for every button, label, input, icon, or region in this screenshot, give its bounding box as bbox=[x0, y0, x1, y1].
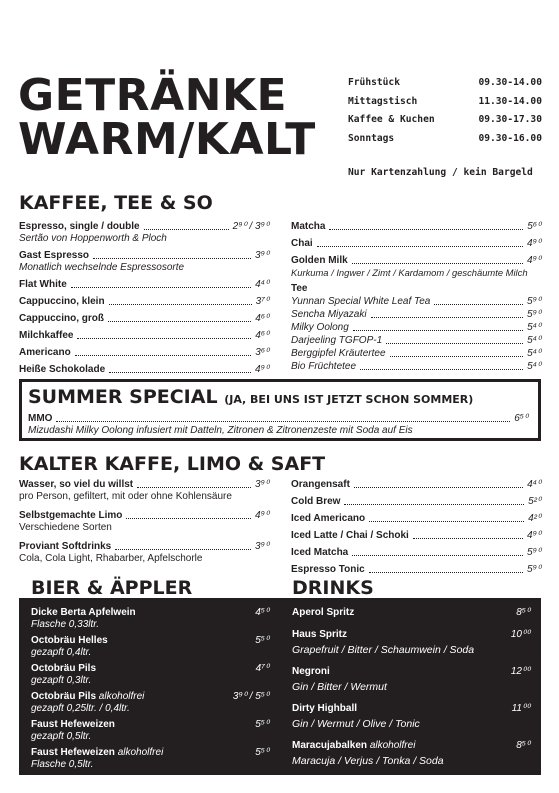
tea-item: Sencha Miyazaki 5⁹⁰ bbox=[291, 309, 541, 320]
hours-row: Mittagstisch 11.30-14.00 bbox=[348, 95, 542, 107]
item-description: Gin / Wermut / Olive / Tonic bbox=[292, 718, 420, 730]
menu-item: Dirty Highball 11⁰⁰ bbox=[292, 703, 530, 714]
summer-special-box bbox=[19, 379, 541, 441]
menu-item: Faust Hefeweizen 5⁵⁰ bbox=[31, 719, 269, 730]
menu-item: Milchkaffee 4⁶⁰ bbox=[19, 330, 269, 341]
section-heading-drinks: DRINKS bbox=[292, 577, 374, 599]
menu-item: Orangensaft 4⁴⁰ bbox=[291, 479, 541, 490]
menu-item: Proviant Softdrinks 3⁹⁰ bbox=[19, 541, 269, 552]
title-line-1: GETRÄNKE bbox=[18, 70, 288, 121]
kaffee-right-column bbox=[291, 220, 541, 373]
item-note: alkoholfrei bbox=[369, 740, 416, 751]
menu-item: Haus Spritz 10⁰⁰ bbox=[292, 629, 530, 640]
item-description: gezapft 0,5ltr. bbox=[31, 731, 92, 742]
menu-item: Dicke Berta Apfelwein 4⁵⁰ bbox=[31, 607, 269, 618]
item-description: Cola, Cola Light, Rhabarber, Apfelschorle bbox=[19, 553, 203, 564]
item-note: alkoholfrei bbox=[117, 747, 164, 758]
hours-row: Frühstück 09.30-14.00 bbox=[348, 77, 542, 88]
hours-row: Kaffee & Kuchen 09.30-17.30 bbox=[348, 114, 542, 125]
tea-item: Berggipfel Kräutertee 5⁴⁰ bbox=[291, 348, 541, 359]
item-description: Kurkuma / Ingwer / Zimt / Kardamom / geschäumte Milch bbox=[291, 267, 528, 278]
item-description: pro Person, gefiltert, mit oder ohne Kohlensäure bbox=[19, 491, 232, 502]
bier-column bbox=[31, 606, 269, 771]
item-description: gezapft 0,4ltr. bbox=[31, 647, 92, 658]
item-description: Flasche 0,33ltr. bbox=[31, 619, 99, 630]
menu-item: Maracujabalken alkoholfrei 8⁵⁰ bbox=[292, 740, 530, 751]
item-description: Sertão von Hoppenworth & Ploch bbox=[19, 233, 167, 244]
item-description: Grapefruit / Bitter / Schaumwein / Soda bbox=[292, 644, 475, 656]
tea-item: Darjeeling TGFOP-1 5⁴⁰ bbox=[291, 335, 541, 346]
hours-row: Sonntags 09.30-16.00 bbox=[348, 132, 542, 144]
menu-item: Cappuccino, groß 4⁶⁰ bbox=[19, 313, 269, 324]
menu-title bbox=[18, 70, 316, 165]
item-description: Maracuja / Verjus / Tonka / Soda bbox=[292, 755, 444, 767]
tea-item: Milky Oolong 5⁴⁰ bbox=[291, 322, 541, 333]
item-description: Gin / Bitter / Wermut bbox=[292, 681, 387, 693]
menu-item: Octobräu Pils 4⁷⁰ bbox=[31, 663, 269, 674]
item-description: gezapft 0,3ltr. bbox=[31, 675, 92, 686]
menu-item: Octobräu Pils alkoholfrei 3⁹⁰ / 5⁵⁰ bbox=[31, 691, 269, 702]
menu-item: Negroni 12⁰⁰ bbox=[292, 666, 530, 677]
menu-item: MMO 6⁵⁰ bbox=[28, 413, 528, 424]
menu-item: Octobräu Helles 5⁵⁰ bbox=[31, 635, 269, 646]
menu-item: Americano 3⁶⁰ bbox=[19, 347, 269, 358]
menu-item: Heiße Schokolade 4⁹⁰ bbox=[19, 364, 269, 375]
item-description: Monatlich wechselnde Espressosorte bbox=[19, 262, 185, 273]
menu-item: Iced Latte / Chai / Schoki 4⁹⁰ bbox=[291, 530, 541, 541]
opening-hours bbox=[348, 77, 542, 178]
tea-item: Yunnan Special White Leaf Tea 5⁹⁰ bbox=[291, 296, 541, 307]
section-heading-kalt: KALTER KAFFE, LIMO & SAFT bbox=[19, 453, 326, 475]
kalt-left-column bbox=[19, 478, 269, 565]
menu-item: Matcha 5⁶⁰ bbox=[291, 221, 541, 232]
item-description: Verschiedene Sorten bbox=[19, 522, 112, 533]
menu-item: Iced Matcha 5⁹⁰ bbox=[291, 547, 541, 558]
menu-item: Flat White 4⁴⁰ bbox=[19, 279, 269, 290]
kaffee-left-column bbox=[19, 220, 269, 376]
section-heading-bier: BIER & ÄPPLER bbox=[31, 577, 193, 599]
menu-item: Cappuccino, klein 3⁷⁰ bbox=[19, 296, 269, 307]
menu-item: Cold Brew 5²⁰ bbox=[291, 496, 541, 507]
menu-item: Aperol Spritz 8⁵⁰ bbox=[292, 607, 530, 618]
kalt-right-column bbox=[291, 478, 541, 576]
item-note: alkoholfrei bbox=[98, 691, 145, 702]
menu-item: Wasser, so viel du willst 3⁹⁰ bbox=[19, 479, 269, 490]
menu-item: Gast Espresso 3⁹⁰ bbox=[19, 250, 269, 261]
menu-item: Faust Hefeweizen alkoholfrei 5⁵⁰ bbox=[31, 747, 269, 758]
summer-tagline: (JA, BEI UNS IST JETZT SCHON SOMMER) bbox=[224, 393, 474, 406]
section-heading-kaffee: KAFFEE, TEE & SO bbox=[19, 192, 213, 214]
menu-item: Golden Milk 4⁹⁰ bbox=[291, 255, 541, 266]
payment-note: Nur Kartenzahlung / kein Bargeld bbox=[348, 167, 533, 178]
menu-item: Iced Americano 4²⁰ bbox=[291, 513, 541, 524]
menu-item: Espresso Tonic 5⁹⁰ bbox=[291, 564, 541, 575]
item-description: Flasche 0,5ltr. bbox=[31, 759, 94, 770]
section-heading-summer: SUMMER SPECIAL (JA, BEI UNS IST JETZT SCHON SOMMER) bbox=[28, 386, 474, 408]
menu-item: Espresso, single / double 2⁹⁰ / 3⁹⁰ bbox=[19, 221, 269, 232]
item-description: Mizudashi Milky Oolong infusiert mit Datteln, Zitronen & Zitronenzeste mit Soda auf Eis bbox=[28, 425, 413, 436]
drinks-column bbox=[292, 606, 530, 767]
tea-item: Bio Früchtetee 5⁴⁰ bbox=[291, 361, 541, 372]
tee-label: Tee bbox=[291, 283, 308, 294]
item-description: gezapft 0,25ltr. / 0,4ltr. bbox=[31, 703, 130, 714]
title-line-2: WARM/KALT bbox=[18, 114, 316, 165]
menu-item: Chai 4⁹⁰ bbox=[291, 238, 541, 249]
menu-item: Selbstgemachte Limo 4⁹⁰ bbox=[19, 510, 269, 521]
